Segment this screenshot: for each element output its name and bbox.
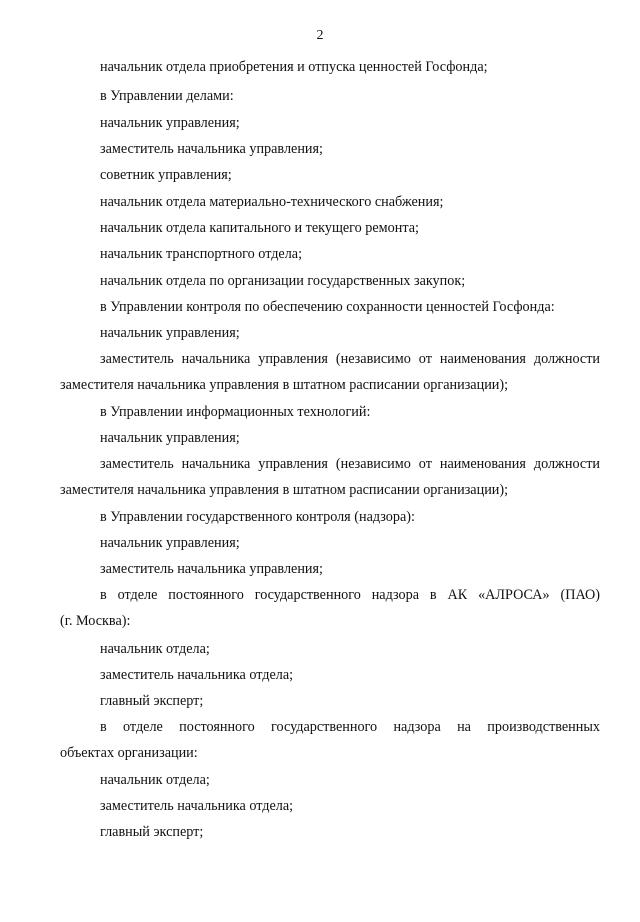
text-line: советник управления; bbox=[100, 167, 232, 183]
text-line: начальник управления; bbox=[100, 430, 240, 446]
text-line: в Управлении контроля по обеспечению сохранности ценностей Госфонда: bbox=[100, 299, 555, 315]
text-line: начальник отдела капитального и текущего ремонта; bbox=[100, 220, 419, 236]
text-line: начальник отдела приобретения и отпуска ценностей Госфонда; bbox=[100, 59, 488, 75]
text-line: начальник управления; bbox=[100, 535, 240, 551]
text-line: заместитель начальника отдела; bbox=[100, 798, 294, 814]
text-line: в Управлении информационных технологий: bbox=[100, 404, 371, 420]
text-line: начальник отдела по организации государственных закупок; bbox=[100, 273, 466, 289]
text-line: в Управлении делами: bbox=[100, 88, 234, 104]
text-line: начальник управления; bbox=[100, 115, 240, 131]
text-line: заместитель начальника управления (независимо от наименования должности bbox=[100, 456, 600, 472]
text-line: заместитель начальника управления (независимо от наименования должности bbox=[100, 351, 600, 367]
text-line: главный эксперт; bbox=[100, 693, 204, 709]
text-line: начальник отдела материально-технического снабжения; bbox=[100, 194, 444, 210]
text-line: в отделе постоянного государственного надзора в АК «АЛРОСА» (ПАО) bbox=[100, 587, 600, 603]
text-line: в Управлении государственного контроля (надзора): bbox=[100, 509, 415, 525]
text-line: заместитель начальника управления; bbox=[100, 141, 323, 157]
text-line: заместитель начальника управления; bbox=[100, 561, 323, 577]
text-line: объектах организации: bbox=[60, 745, 198, 761]
text-line: заместителя начальника управления в штатном расписании организации); bbox=[60, 482, 509, 498]
text-line: (г. Москва): bbox=[60, 613, 131, 629]
text-line: начальник управления; bbox=[100, 325, 240, 341]
text-line: начальник транспортного отдела; bbox=[100, 246, 303, 262]
text-line: начальник отдела; bbox=[100, 772, 210, 788]
text-line: заместителя начальника управления в штатном расписании организации); bbox=[60, 377, 509, 393]
text-line: заместитель начальника отдела; bbox=[100, 667, 294, 683]
text-line: в отделе постоянного государственного надзора на производственных bbox=[100, 719, 600, 735]
text-line: начальник отдела; bbox=[100, 641, 210, 657]
page-number: 2 bbox=[316, 28, 324, 43]
text-line: главный эксперт; bbox=[100, 824, 204, 840]
